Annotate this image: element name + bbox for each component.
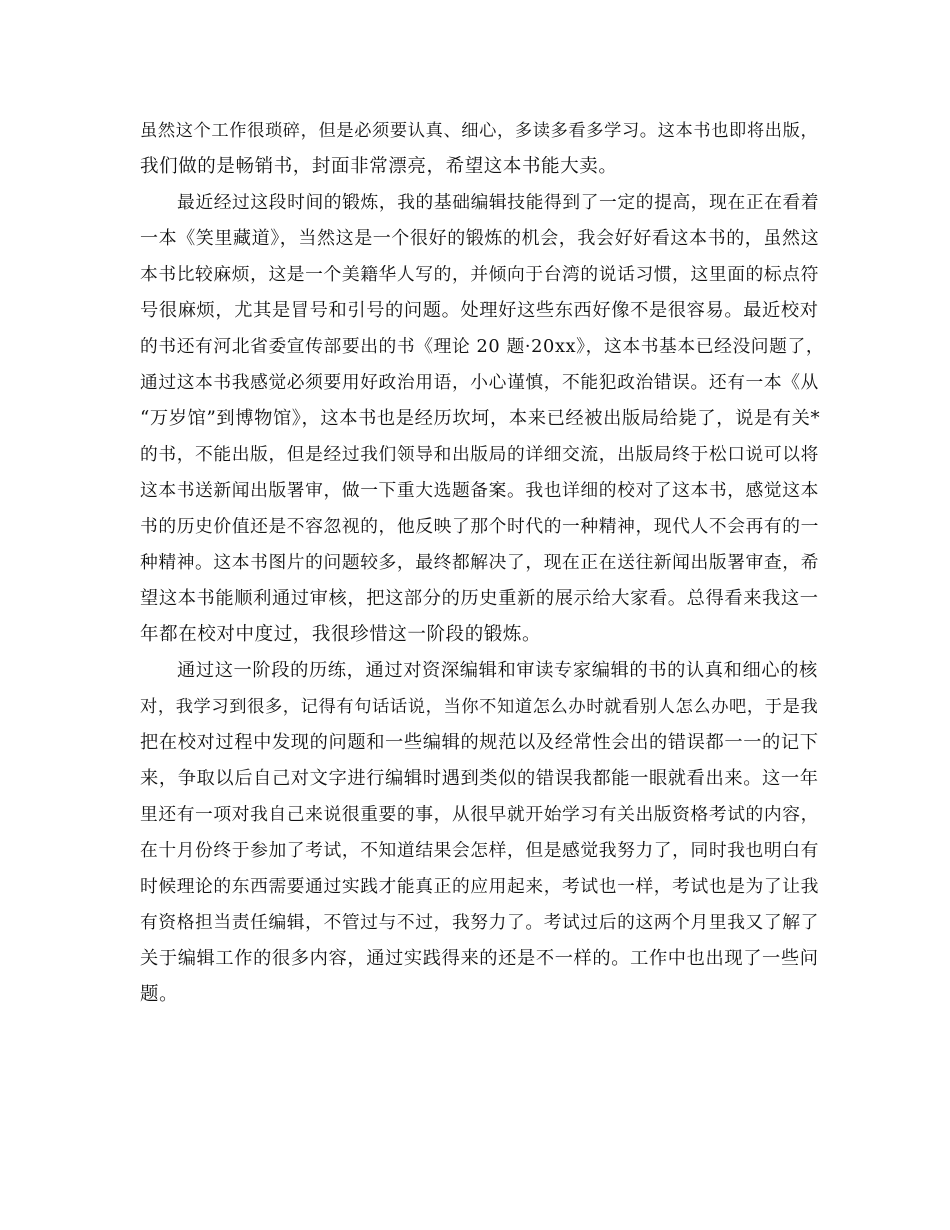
document-body: [140, 113, 825, 1013]
text-line: 来，争取以后自己对文字进行编辑时遇到类似的错误我都能一眼就看出来。这一年: [140, 768, 819, 789]
text-line: 的书还有河北省委宣传部要出的书《理论 20 题·20xx》，这本书基本已经没问题了，: [140, 337, 825, 357]
text-line: 望这本书能顺利通过审核，把这部分的历史重新的展示给大家看。总得看来我这一: [140, 588, 819, 609]
text-line: 在十月份终于参加了考试，不知道结果会怎样，但是感觉我努力了，同时我也明白有: [140, 841, 819, 861]
text-line: 把在校对过程中发现的问题和一些编辑的规范以及经常性会出的错误都一一的记下: [140, 732, 819, 753]
text-line: 关于编辑工作的很多内容，通过实践得来的还是不一样的。工作中也出现了一些问: [140, 948, 819, 969]
text-line: 本书比较麻烦，这是一个美籍华人写的，并倾向于台湾的说话习惯，这里面的标点符: [140, 265, 819, 285]
paragraph-first-line: 最近经过这段时间的锻炼，我的基础编辑技能得到了一定的提高，现在正在看着: [177, 193, 820, 213]
text-line: 号很麻烦，尤其是冒号和引号的问题。处理好这些东西好像不是很容易。最近校对: [140, 300, 819, 321]
text-line: 这本书送新闻出版署审，做一下重大选题备案。我也详细的校对了这本书，感觉这本: [140, 481, 819, 501]
text-line: 对，我学习到很多，记得有句话话说，当你不知道怎么办时就看别人怎么办吧，于是我: [140, 697, 819, 717]
text-line: 一本《笑里藏道》，当然这是一个很好的锻炼的机会，我会好好看这本书的，虽然这: [140, 228, 820, 249]
text-line: “万岁馆”到博物馆》，这本书也是经历坎坷，本来已经被出版局给毙了，说是有关*: [140, 408, 821, 429]
text-line: 里还有一项对我自己来说很重要的事，从很早就开始学习有关出版资格考试的内容，: [140, 805, 819, 825]
text-line: 题。: [140, 984, 179, 1005]
text-line: 时候理论的东西需要通过实践才能真正的应用起来，考试也一样，考试也是为了让我: [140, 877, 819, 897]
text-line: 年都在校对中度过，我很珍惜这一阶段的锻炼。: [140, 624, 542, 645]
text-line: 书的历史价值还是不容忽视的，他反映了那个时代的一种精神，现代人不会再有的一: [140, 517, 819, 537]
text-line: 我们做的是畅销书，封面非常漂亮，希望这本书能大卖。: [140, 156, 618, 177]
paragraph-first-line: 通过这一阶段的历练，通过对资深编辑和审读专家编辑的书的认真和细心的核: [177, 660, 818, 681]
text-line: 通过这本书我感觉必须要用好政治用语，小心谨慎，不能犯政治错误。还有一本《从: [140, 373, 819, 393]
text-line: 种精神。这本书图片的问题较多，最终都解决了，现在正在送往新闻出版署审查，希: [140, 553, 819, 573]
text-line: 有资格担当责任编辑，不管过与不过，我努力了。考试过后的这两个月里我又了解了: [140, 913, 819, 933]
text-line: 虽然这个工作很琐碎，但是必须要认真、细心，多读多看多学习。这本书也即将出版，: [140, 121, 819, 141]
text-line: 的书，不能出版，但是经过我们领导和出版局的详细交流，出版局终于松口说可以将: [140, 445, 819, 465]
